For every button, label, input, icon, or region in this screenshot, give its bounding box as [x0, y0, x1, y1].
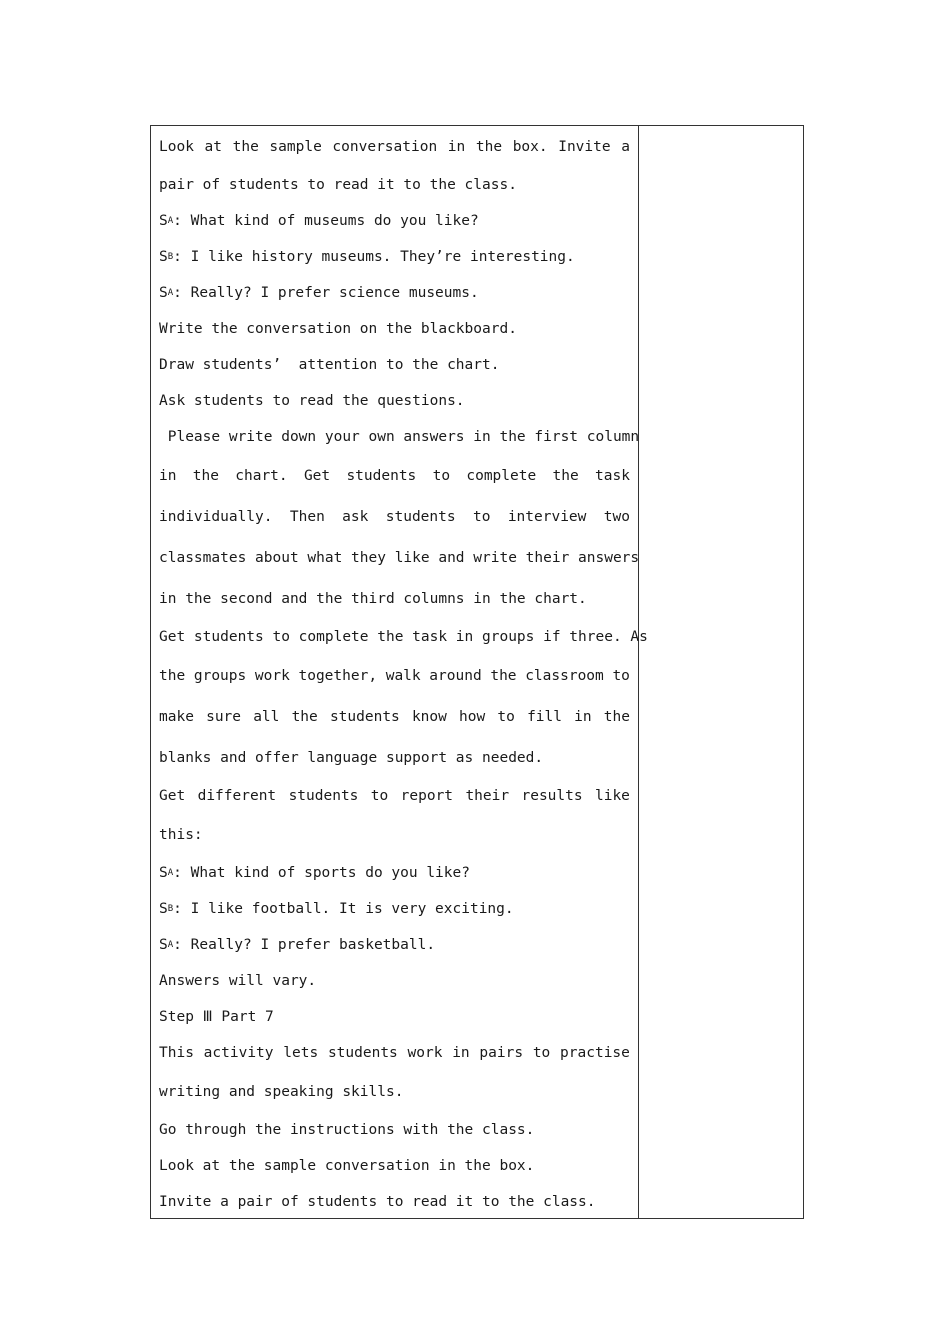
para3-line2	[159, 655, 630, 696]
para5-line2: writing and speaking skills.	[159, 1083, 404, 1100]
para3-line1: Get students to complete the task in groups if three. As	[159, 629, 648, 645]
word: Then	[289, 508, 325, 525]
word: at	[204, 138, 222, 155]
word: results	[521, 788, 583, 804]
word: to	[432, 467, 451, 484]
word: to	[612, 667, 630, 684]
word: sure	[206, 708, 242, 725]
para2-line5: in the second and the third columns in the chart.	[159, 590, 587, 607]
para2-line1: Please write down your own answers in the first column	[159, 429, 640, 445]
word: sample	[269, 138, 322, 155]
word: the	[603, 708, 630, 725]
para5-line1	[159, 1035, 630, 1071]
word: together,	[298, 667, 378, 684]
word: to	[472, 508, 491, 525]
answers-vary-line: Answers will vary.	[159, 973, 317, 989]
word: lets	[283, 1045, 319, 1061]
word: all	[253, 708, 280, 725]
word: make	[159, 708, 194, 725]
word: a	[621, 138, 630, 155]
word: the	[159, 667, 186, 684]
word: classroom	[525, 667, 604, 684]
para1-line2: pair of students to read it to the class.	[159, 177, 517, 193]
dialogue2-line2: S B : I like football. It is very exciting.	[159, 901, 514, 917]
word: This	[159, 1045, 194, 1061]
notes-column	[639, 126, 803, 1218]
word: practise	[560, 1045, 630, 1061]
word: interview	[507, 508, 587, 525]
word: individually.	[159, 508, 273, 525]
lesson-table	[150, 125, 804, 1219]
word: two	[603, 508, 630, 525]
word: in	[447, 138, 466, 155]
word: how	[459, 708, 486, 725]
word: different	[197, 788, 277, 804]
word: Look	[159, 138, 194, 155]
para3-line4: blanks and offer language support as needed.	[159, 749, 544, 766]
word: to	[532, 1045, 551, 1061]
word: students	[327, 1045, 398, 1061]
go-through-line: Go through the instructions with the class.	[159, 1122, 535, 1138]
word: to	[497, 708, 515, 725]
word: the	[232, 138, 259, 155]
word: activity	[203, 1045, 274, 1061]
para4-line1	[159, 778, 630, 814]
word: students	[385, 508, 456, 525]
teaching-procedure-column	[159, 126, 648, 1220]
para1-line1	[159, 126, 630, 167]
ask-questions-line: Ask students to read the questions.	[159, 393, 465, 409]
word: students	[329, 708, 400, 725]
word: ask	[342, 508, 369, 525]
word: students	[346, 467, 417, 484]
word: the	[552, 467, 579, 484]
para2-line3	[159, 496, 630, 537]
word: like	[594, 788, 630, 804]
word: chart.	[235, 467, 288, 484]
word: Invite	[558, 138, 611, 155]
dialogue2-line1: S A : What kind of sports do you like?	[159, 865, 470, 881]
para2-line4: classmates about what they like and write their answers	[159, 549, 640, 566]
word: Get	[159, 788, 186, 804]
word: report	[400, 788, 454, 804]
dialogue1-line2: S B : I like history museums. They’re interesting.	[159, 249, 575, 265]
word: the	[291, 708, 318, 725]
word: Get	[303, 467, 331, 484]
step-heading: Step Ⅲ Part 7	[159, 1009, 274, 1025]
word: complete	[466, 467, 537, 484]
word: the	[475, 138, 503, 155]
draw-attention-line: Draw students’ attention to the chart.	[159, 357, 500, 373]
word: the	[192, 467, 219, 484]
para3-line3	[159, 696, 630, 737]
word: pairs	[479, 1045, 524, 1061]
para4-line2: this:	[159, 826, 203, 843]
dialogue2-line3: S A : Really? I prefer basketball.	[159, 937, 436, 953]
word: fill	[527, 708, 562, 725]
dialogue1-line1: S A : What kind of museums do you like?	[159, 213, 479, 229]
word: box.	[512, 138, 548, 155]
word: in	[452, 1045, 470, 1061]
word: groups	[193, 667, 247, 684]
word: the	[490, 667, 517, 684]
word: students	[288, 788, 359, 804]
word: around	[429, 667, 482, 684]
dialogue1-line3: S A : Really? I prefer science museums.	[159, 285, 479, 301]
word: conversation	[332, 138, 438, 155]
word: task	[595, 467, 630, 484]
look-sample-line: Look at the sample conversation in the box.	[159, 1158, 535, 1174]
word: work	[254, 667, 290, 684]
word: in	[574, 708, 592, 725]
word: walk	[385, 667, 421, 684]
write-conversation-line: Write the conversation on the blackboard.	[159, 321, 517, 337]
word: their	[465, 788, 510, 804]
word: in	[159, 467, 177, 484]
para2-line2	[159, 455, 630, 496]
word: know	[411, 708, 447, 725]
invite-pair-line: Invite a pair of students to read it to the class.	[159, 1194, 596, 1210]
word: to	[370, 788, 389, 804]
word: work	[407, 1045, 443, 1061]
